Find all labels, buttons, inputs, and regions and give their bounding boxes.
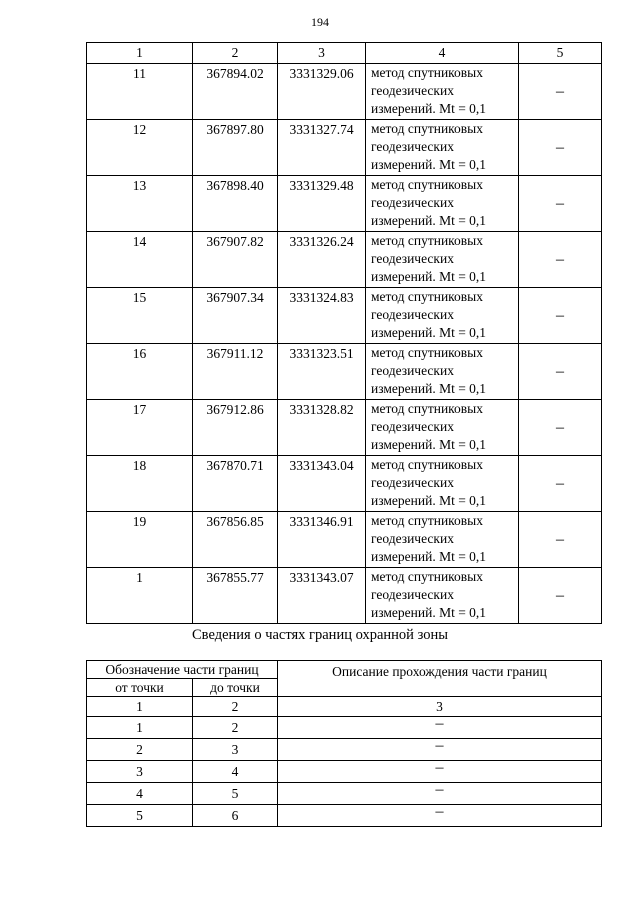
method-line: измерений. Mt = 0,1 <box>371 605 487 620</box>
method-line: метод спутниковых <box>371 569 483 584</box>
method-description <box>366 512 519 568</box>
from-point: 1 <box>87 717 193 739</box>
coordinates-header-cell: 2 <box>193 43 278 64</box>
method-line: измерений. Mt = 0,1 <box>371 437 487 452</box>
from-point: 2 <box>87 739 193 761</box>
method-line: измерений. Mt = 0,1 <box>371 493 487 508</box>
coordinates-row <box>87 232 602 288</box>
part-description: – <box>278 739 602 761</box>
dash-value: – <box>519 176 602 232</box>
coordinate-y: 3331326.24 <box>278 232 366 288</box>
parts-row <box>87 783 602 805</box>
method-line: метод спутниковых <box>371 457 483 472</box>
method-description <box>366 288 519 344</box>
method-line: измерений. Mt = 0,1 <box>371 325 487 340</box>
from-point: 4 <box>87 783 193 805</box>
coordinates-row <box>87 568 602 624</box>
dash-value: – <box>519 120 602 176</box>
coordinates-row <box>87 400 602 456</box>
coordinates-row <box>87 176 602 232</box>
coordinates-header-row <box>87 43 602 64</box>
coordinate-x: 367911.12 <box>193 344 278 400</box>
coordinates-row <box>87 288 602 344</box>
method-description <box>366 568 519 624</box>
method-line: метод спутниковых <box>371 177 483 192</box>
boundary-parts-table <box>86 660 602 827</box>
point-number: 11 <box>87 64 193 120</box>
coordinate-x: 367894.02 <box>193 64 278 120</box>
coordinates-row <box>87 64 602 120</box>
method-line: метод спутниковых <box>371 289 483 304</box>
coordinate-x: 367855.77 <box>193 568 278 624</box>
parts-row <box>87 761 602 783</box>
coordinate-y: 3331328.82 <box>278 400 366 456</box>
coordinate-y: 3331343.04 <box>278 456 366 512</box>
dash-value: – <box>519 568 602 624</box>
coordinates-row <box>87 456 602 512</box>
point-number: 1 <box>87 568 193 624</box>
method-line: измерений. Mt = 0,1 <box>371 549 487 564</box>
coordinate-y: 3331346.91 <box>278 512 366 568</box>
dash-value: – <box>519 64 602 120</box>
coordinates-row <box>87 120 602 176</box>
coordinate-y: 3331343.07 <box>278 568 366 624</box>
method-description <box>366 176 519 232</box>
coordinates-header-cell: 1 <box>87 43 193 64</box>
method-line: геодезических <box>371 251 454 266</box>
parts-row <box>87 805 602 827</box>
page-number: 194 <box>311 15 329 29</box>
method-line: метод спутниковых <box>371 513 483 528</box>
method-line: измерений. Mt = 0,1 <box>371 381 487 396</box>
method-line: геодезических <box>371 587 454 602</box>
point-number: 12 <box>87 120 193 176</box>
point-number: 15 <box>87 288 193 344</box>
to-point: 4 <box>193 761 278 783</box>
from-point: 5 <box>87 805 193 827</box>
section-title: Сведения о частях границ охранной зоны <box>192 627 448 643</box>
coordinate-y: 3331327.74 <box>278 120 366 176</box>
to-point: 6 <box>193 805 278 827</box>
coordinate-x: 367897.80 <box>193 120 278 176</box>
parts-index-cell: 2 <box>193 697 278 717</box>
method-line: геодезических <box>371 531 454 546</box>
method-line: измерений. Mt = 0,1 <box>371 269 487 284</box>
point-number: 14 <box>87 232 193 288</box>
dash-value: – <box>519 456 602 512</box>
part-description: – <box>278 783 602 805</box>
coordinates-row <box>87 344 602 400</box>
coordinates-row <box>87 512 602 568</box>
method-description <box>366 232 519 288</box>
point-number: 18 <box>87 456 193 512</box>
coordinate-x: 367912.86 <box>193 400 278 456</box>
coordinate-x: 367907.34 <box>193 288 278 344</box>
method-description <box>366 344 519 400</box>
point-number: 19 <box>87 512 193 568</box>
parts-header-from: от точки <box>87 679 193 697</box>
method-line: метод спутниковых <box>371 233 483 248</box>
method-line: геодезических <box>371 307 454 322</box>
coordinate-y: 3331329.06 <box>278 64 366 120</box>
method-line: измерений. Mt = 0,1 <box>371 101 487 116</box>
dash-value: – <box>519 232 602 288</box>
point-number: 16 <box>87 344 193 400</box>
part-description: – <box>278 717 602 739</box>
coordinate-y: 3331329.48 <box>278 176 366 232</box>
to-point: 2 <box>193 717 278 739</box>
parts-row <box>87 717 602 739</box>
method-line: геодезических <box>371 83 454 98</box>
point-number: 13 <box>87 176 193 232</box>
coordinate-x: 367856.85 <box>193 512 278 568</box>
method-line: геодезических <box>371 419 454 434</box>
method-line: измерений. Mt = 0,1 <box>371 213 487 228</box>
method-description <box>366 64 519 120</box>
method-description <box>366 456 519 512</box>
part-description: – <box>278 761 602 783</box>
dash-value: – <box>519 512 602 568</box>
to-point: 5 <box>193 783 278 805</box>
part-description: – <box>278 805 602 827</box>
parts-header-description: Описание прохождения части границ <box>278 661 602 697</box>
method-line: метод спутниковых <box>371 401 483 416</box>
method-line: измерений. Mt = 0,1 <box>371 157 487 172</box>
parts-index-cell: 1 <box>87 697 193 717</box>
coordinates-header-cell: 3 <box>278 43 366 64</box>
dash-value: – <box>519 344 602 400</box>
parts-header-to: до точки <box>193 679 278 697</box>
method-line: геодезических <box>371 195 454 210</box>
parts-header-row <box>87 661 602 679</box>
method-line: геодезических <box>371 139 454 154</box>
dash-value: – <box>519 288 602 344</box>
parts-row <box>87 739 602 761</box>
dash-value: – <box>519 400 602 456</box>
coordinate-y: 3331324.83 <box>278 288 366 344</box>
coordinate-x: 367907.82 <box>193 232 278 288</box>
method-line: метод спутниковых <box>371 121 483 136</box>
method-description <box>366 120 519 176</box>
parts-index-cell: 3 <box>278 697 602 717</box>
method-line: метод спутниковых <box>371 65 483 80</box>
method-line: геодезических <box>371 475 454 490</box>
parts-header-group: Обозначение части границ <box>87 661 278 679</box>
coordinate-y: 3331323.51 <box>278 344 366 400</box>
coordinates-table <box>86 42 602 624</box>
coordinates-header-cell: 4 <box>366 43 519 64</box>
from-point: 3 <box>87 761 193 783</box>
method-line: метод спутниковых <box>371 345 483 360</box>
method-description <box>366 400 519 456</box>
coordinate-x: 367870.71 <box>193 456 278 512</box>
coordinate-x: 367898.40 <box>193 176 278 232</box>
parts-index-row <box>87 697 602 717</box>
coordinates-header-cell: 5 <box>519 43 602 64</box>
method-line: геодезических <box>371 363 454 378</box>
point-number: 17 <box>87 400 193 456</box>
to-point: 3 <box>193 739 278 761</box>
